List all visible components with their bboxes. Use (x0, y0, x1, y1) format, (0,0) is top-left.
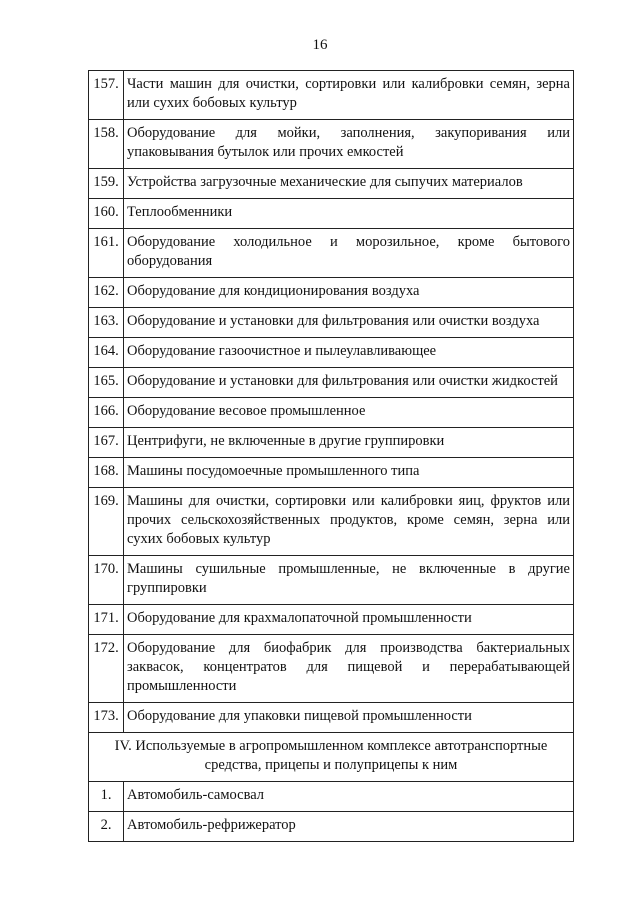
table-row (89, 120, 574, 169)
row-number: 172. (89, 635, 124, 703)
row-number: 170. (89, 556, 124, 605)
row-number: 169. (89, 488, 124, 556)
table-row (89, 605, 574, 635)
equipment-table (88, 70, 574, 842)
row-text: Машины посудомоечные промышленного типа (124, 458, 574, 488)
page-number: 16 (312, 37, 328, 53)
row-text: Машины для очистки, сортировки или калибровки яиц, фруктов или прочих сельскохозяйственных продуктов, кроме семян, зерна или сухих бобовых культур (124, 488, 574, 556)
table-row (89, 488, 574, 556)
row-text: Центрифуги, не включенные в другие группировки (124, 428, 574, 458)
section-heading: IV. Используемые в агропромышленном комплексе автотранспортные средства, прицепы и полуприцепы к ним (89, 733, 574, 782)
table-row (89, 308, 574, 338)
row-text: Автомобиль-самосвал (124, 782, 574, 812)
row-number: 158. (89, 120, 124, 169)
row-text: Автомобиль-рефрижератор (124, 812, 574, 842)
row-text: Оборудование газоочистное и пылеулавливающее (124, 338, 574, 368)
row-text: Оборудование и установки для фильтрования или очистки жидкостей (124, 368, 574, 398)
row-text: Устройства загрузочные механические для сыпучих материалов (124, 169, 574, 199)
row-number: 171. (89, 605, 124, 635)
row-text: Оборудование и установки для фильтрования или очистки воздуха (124, 308, 574, 338)
section-heading-row (89, 733, 574, 782)
table-row (89, 556, 574, 605)
row-number: 165. (89, 368, 124, 398)
row-text: Оборудование холодильное и морозильное, кроме бытового оборудования (124, 229, 574, 278)
row-text: Оборудование для биофабрик для производства бактериальных заквасок, концентратов для пищевой и перерабатывающей промышленности (124, 635, 574, 703)
table-row (89, 428, 574, 458)
table-row (89, 398, 574, 428)
equipment-table-body (89, 71, 574, 842)
row-number: 157. (89, 71, 124, 120)
row-number: 168. (89, 458, 124, 488)
table-row (89, 338, 574, 368)
table-row (89, 229, 574, 278)
row-number: 160. (89, 199, 124, 229)
row-number: 161. (89, 229, 124, 278)
table-row (89, 782, 574, 812)
table-row (89, 278, 574, 308)
row-number: 166. (89, 398, 124, 428)
row-number: 2. (89, 812, 124, 842)
table-row (89, 812, 574, 842)
table-row (89, 169, 574, 199)
row-number: 173. (89, 703, 124, 733)
row-text: Оборудование весовое промышленное (124, 398, 574, 428)
row-text: Оборудование для крахмалопаточной промышленности (124, 605, 574, 635)
row-text: Оборудование для упаковки пищевой промышленности (124, 703, 574, 733)
row-text: Машины сушильные промышленные, не включенные в другие группировки (124, 556, 574, 605)
row-number: 162. (89, 278, 124, 308)
row-number: 164. (89, 338, 124, 368)
row-number: 163. (89, 308, 124, 338)
table-row (89, 703, 574, 733)
row-text: Части машин для очистки, сортировки или калибровки семян, зерна или сухих бобовых культур (124, 71, 574, 120)
row-text: Оборудование для мойки, заполнения, закупоривания или упаковывания бутылок или прочих емкостей (124, 120, 574, 169)
row-number: 159. (89, 169, 124, 199)
table-row (89, 71, 574, 120)
table-row (89, 199, 574, 229)
row-number: 1. (89, 782, 124, 812)
row-text: Теплообменники (124, 199, 574, 229)
row-number: 167. (89, 428, 124, 458)
table-row (89, 635, 574, 703)
table-row (89, 458, 574, 488)
table-row (89, 368, 574, 398)
row-text: Оборудование для кондиционирования воздуха (124, 278, 574, 308)
